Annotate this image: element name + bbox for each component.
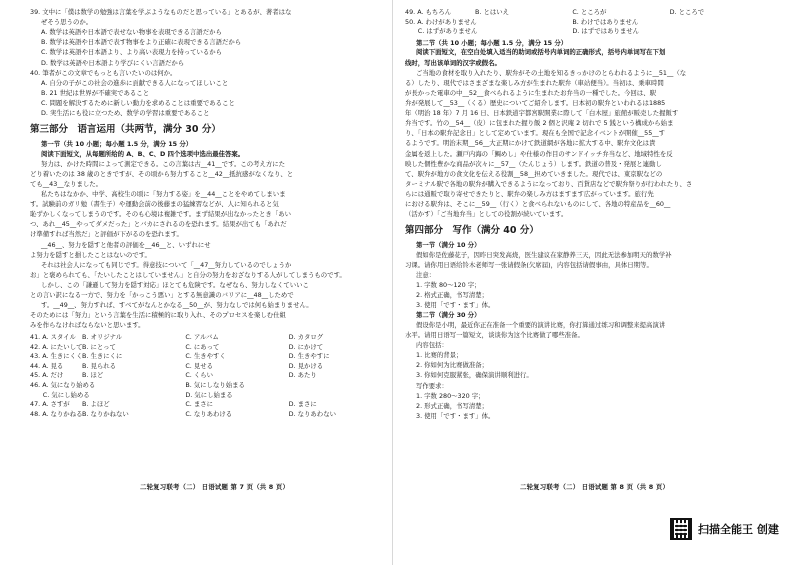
writing-2-line: 内容包括： [416,341,448,350]
section-2-instruction: 阅读下面短文，在空白处填入适当的助词或括号内单词的正确形式，括号内单词写在下划 [416,48,666,57]
q40-option-a: A. 自分の子がこの社会の進歩に貢献できる人になってほしいこと [41,78,229,87]
q40-option-c: C. 問題を解決するために新しい動力を求めることは重要であること [41,98,235,107]
writing-1-line: 习课。请你用日语给铃木老师写一张请假条(欠席届)，内容包括请假事由，具体日期等。 [405,260,653,269]
passage-line: す。試験前のガリ勉（書生子）や運動会前の後藤まの猛練習などが、人に知られると気 [30,200,279,209]
q39-option-d: D. 数学は英語や日本語より学びにくい言語だから [41,58,185,67]
passage-line: つ、あれ__45__やってダメだった」とバカにされるのを恐れます。結果が出ても「あれだ [30,220,287,229]
passage-line: みを作らなければならないと思います。 [30,321,145,330]
section-2-instruction-cont: 线时，写出该单词的汉字或假名。 [405,58,501,67]
writing-2-line: 假设你是小明，最近你正在准备一个重要的演讲比赛，你打算通过练习和调整来提高演讲 [416,320,666,329]
passage-line: が長かった電車の中__52__食べられるように生まれたお弁当の一種でした。今回は、駅 [405,88,656,97]
section-3-title: 第三部分 语言运用（共两节，满分 30 分） [30,123,221,135]
option-row: 47. A. さすが B. よほど C. まさに D. まさに [30,400,317,409]
qr-code-icon [670,518,692,540]
passage-line: 努力は、かけた時間によって測定できる。この言葉は古__41__です。この考え方にた [41,159,286,168]
passage-line: る）したり、現代ではさまざまな楽しみ方が生まれた駅弁（車站便当）。当初は、乗車時間 [405,78,664,87]
passage-line: らには通販で取り寄せできたりと、駅弁の楽しみ方はますます広がっています。旅行先 [405,189,654,198]
passage-line: お」と褒められても、「たいしたことはしていません」と自分の努力をおざなりする人がしてしまうものです。 [30,270,346,279]
q39-option-c: C. 数学は英語や日本語より、より高い表現力を持っているから [41,48,223,57]
passage-line: 恥ずかしくなってしまうのです。そのも心境は複雑です。まず結果が出なかったとき「あい [30,210,291,219]
page-footer-left: 二轮复习联考（二） 日语试题 第 7 页（共 8 页） [140,483,290,491]
option-row: 46. A. 気になり始める B. 気にしなり始まる [30,381,245,390]
question-40 [30,69,392,119]
passage-line: よ努力を隠すと損したことはないのです。 [30,250,151,259]
passage-line: て、駅弁が地方の食文化を伝える役割__58__担めていきました。現代では、東京駅などの [405,169,663,178]
option-row: 42. A. にたいして B. にとって C. にあって D. にかけて [30,342,324,351]
passage-2 [405,69,767,220]
passage-line: 映した個性豊かな商品が次々に__57__（たんじょう）します。鉄道の普及・発展と連動し [405,159,662,168]
section-2-title: 第二节（共 10 小题；每小题 1.5 分，满分 15 分） [416,38,568,47]
option-row: 41. A. スタイル B. オリジナル C. アルバム D. カタログ [30,333,324,342]
passage-line: との言い訳になる一方で、努力を「かっこう悪い」とする無意識のバリアに__48__しためで [30,291,294,300]
section-4-1-title: 第一节（满分 10 分） [416,241,481,250]
passage-line: 金属を返上した。瀬戸内海の「鯛めし」や仕様の作目のサンドイッチ弁当など、地域特性を反 [405,149,673,158]
passage-line: ご当地の食材を取り入れたり、駅弁がその土地を知るきっかけのとらわれるように__51__（な [416,68,687,77]
passage-line: 私たちはなかか、中学、高校生の頃に「努力する姿」を__44__ことをやめてしまいま [41,190,286,198]
q39-stem: 39. 文中に「僕は数学の勉強は言葉を学ぶようなものだと思っている」とあるが、著者はな [30,8,292,16]
option-row: C. 気にし始める D. 気にし始まる [30,390,233,399]
writing-2-line: 写作要求： [416,381,448,390]
writing-1-line: 注意： [416,270,436,279]
q40-stem: 40. 筆者がこの文章でもっとも言いたいのは何か。 [30,68,177,77]
writing-1-line: 2. 格式正确，书写清楚； [416,291,489,300]
writing-2-line: 2. 你如何为比赛做准备； [416,361,489,370]
writing-2-line: 1. 字数 280～320 字； [416,391,485,400]
writing-1-line: 3. 使用「です・ます」体。 [416,301,495,310]
passage-line: す。__49__、努力すれば、すべてがなんとかなる__50__が、努力なしでは何も始まりません。 [41,301,313,310]
passage-line: における駅弁は、そこに__59__（行く）と食べられないものにして、各地の特産品を__60__ [405,200,671,209]
option-row: C. はずがありません D. はずではありません [405,27,640,36]
passage-line: __46__、努力を隠すと他者の評価を__46__と、いずれにせ [41,240,211,249]
page-footer-right: 二轮复习联考（二） 日语试题 第 8 页（共 8 页） [520,483,670,491]
q40-option-b: B. 21 世紀は世界が不確実であること [41,88,150,97]
writing-2-line: 3. 使用「です・ます」体。 [416,411,495,420]
section-4-2-title: 第二节（满分 30 分） [416,311,481,320]
option-row: 48. A. なりかねる B. なりかねない C. なりあわける D. なりあわない [30,409,336,418]
passage-line: 弁当です。竹の__54__（皮）に包まれた握り飯 2 個と沢庵 2 切れで 5 銭という構成から始ま [405,119,674,128]
option-row: 43. A. 生きにくく B. 生きにくに C. 生きやすく D. 生きやすに [30,352,330,361]
q39-option-a: A. 数学は英語や日本語で表せない物事を表現できる言語だから [41,28,222,37]
writing-2-line: 1. 比赛的背景； [416,351,463,360]
right-page [405,8,767,478]
q39-stem-cont: ぜそう思うのか。 [41,18,93,27]
passage-line: ターミナル駅で各地の駅弁が購入できるようになっており、百貨店などで駅弁祭りが行われたり、さ [405,179,693,188]
q40-option-d: D. 実生活にも役に立つため、数学の学習は重要であること [41,109,210,118]
passage-line: ても__43__なりました。 [30,179,103,188]
option-row: 45. A. だけ B. ほど C. くらい D. あたり [30,371,317,380]
section-3-sub: 第一节（共 10 小题；每小题 1.5 分，满分 15 分） [41,139,193,148]
options-41-48 [30,333,392,419]
page-divider [392,0,393,565]
question-39 [30,8,392,68]
passage-line: それは社会人になっても同じです。得意技について「__47__努力しているのでしょうか [41,260,292,269]
option-row: 50. A. わけがありません B. わけではありません [405,17,639,26]
passage-line: どり着いたのは 38 歳のときですが、その頃から努力すること__42__抵抗感がなくなり、と [30,169,294,178]
passage-line: るようです。明治末期__56__大正期にかけて鉄道網が各地に拡大する中、駅弁文化は貴 [405,139,656,148]
writing-1-line: 假如你是佐藤花子，因昨日突发高烧，医生建议在家静养三天，因此无法参加明天的数学补 [416,250,672,259]
writing-2-line: 3. 你如何克服紧张，确保演讲顺利进行。 [416,371,533,380]
left-page [30,8,392,478]
writing-2-line: 水平。请用日语写一篇短文，谈谈你为这个比赛做了哪些准备。 [405,331,584,340]
option-row: 49. A. もちろん B. とはいえ C. ところが D. ところで [405,8,705,16]
passage-line: そのためには「努力」という言葉を生活に積極的に取り入れ、そのプロセスを楽しむ仕組 [30,311,287,320]
section-3-instruction: 阅读下面短文，从每题所给的 A、B、C、D 四个选项中选出最佳答案。 [41,149,245,158]
passage-line: り、「日本の駅弁記念日」として定めています。現在も全国で記念イベントが開催__55__す [405,129,666,138]
passage-line: け準備すれば当然だ」と評価が下がるのを恐れます。 [30,230,183,239]
passage-line: しかし、この「謙遜して努力を隠す対応」ほとても危険です。なぜなら、努力しなくていいこ [41,280,309,289]
q39-option-b: B. 数学は英語や日本語で表す物事をより正確に表現できる言語だから [41,38,242,47]
writing-2-line: 2. 形式正确，书写清楚； [416,401,489,410]
option-row: 44. A. 見る B. 見られる C. 見せる D. 見かける [30,361,324,370]
section-4-title: 第四部分 写作（满分 40 分） [405,224,539,236]
writing-1-line: 1. 字数 80～120 字； [416,280,481,289]
passage-1 [30,160,392,331]
passage-line: （活かす）「ご当地弁当」としての役割が続いています。 [405,210,568,219]
passage-line: 年（明治 18 年）7 月 16 日、日本鉄道宇都宮駅開業に際して「白木屋」旅館が販売した握飯す [405,109,679,118]
scanner-watermark: 扫描全能王 创建 [698,523,779,536]
passage-line: 弁が発展して__53__（くる）歴史についてご紹介します。日本初の駅弁といわれるは1885 [405,98,666,107]
options-49-50 [405,8,767,37]
